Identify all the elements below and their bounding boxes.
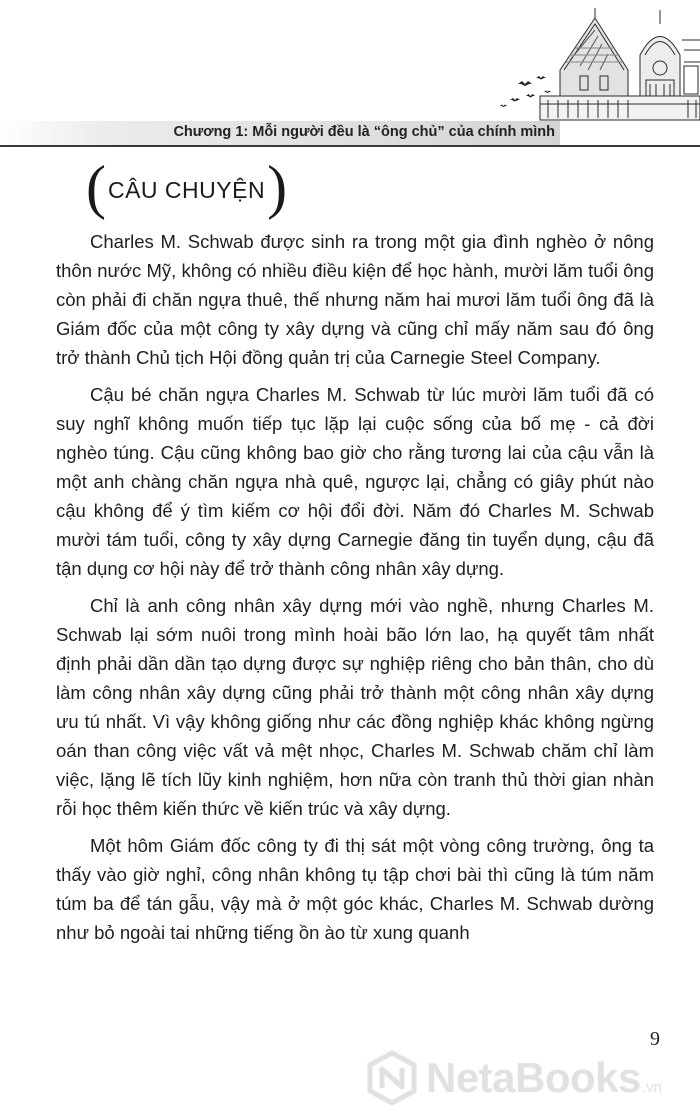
watermark-brand: NetaBooks: [426, 1054, 641, 1101]
body-text: [56, 227, 654, 955]
paragraph: Cậu bé chăn ngựa Charles M. Schwab từ lúc mười lăm tuổi đã có suy nghĩ không muốn tiếp tục lặp lại cuộc sống của bố mẹ - cả đời nghèo túng. Cậu cũng không bao giờ cho rằng tương lai của cậu vẫn là một anh chàng chăn ngựa nhà quê, ngược lại, chẳng có giây phút nào cậu không để ý tìm kiếm cơ hội đổi đời. Năm đó Charles M. Schwab mười tám tuổi, công ty xây dựng Carnegie đăng tin tuyển dụng, cậu đã tận dụng cơ hội này để trở thành công nhân xây dựng.: [56, 384, 654, 579]
paragraph: Chỉ là anh công nhân xây dựng mới vào nghề, nhưng Charles M. Schwab lại sớm nuôi trong mình hoài bão lớn lao, hạ quyết tâm nhất định phải dần dần tạo dựng được sự nghiệp riêng cho bản thân, cho dù làm công nhân xây dựng cũng phải trở thành một công nhân xây dựng ưu tú nhất. Vì vậy không giống như các đồng nghiệp khác không ngừng oán than công việc vất vả mệt nhọc, Charles M. Schwab chăm chỉ làm việc, lặng lẽ tích lũy kinh nghiệm, hơn nữa còn tranh thủ thời gian nhàn rỗi học thêm kiến thức về kiến trúc và xây dựng.: [56, 595, 654, 819]
paragraph: Một hôm Giám đốc công ty đi thị sát một vòng công trường, ông ta thấy vào giờ nghỉ, công nhân không tụ tập chơi bài thì cũng là túm năm túm ba để tán gẫu, vậy mà ở một góc khác, Charles M. Schwab dường như bỏ ngoài tai những tiếng ồn ào từ xung quanh: [56, 835, 654, 943]
paragraph: Charles M. Schwab được sinh ra trong một gia đình nghèo ở nông thôn nước Mỹ, không có nhiều điều kiện để học hành, mười lăm tuổi ông còn phải đi chăn ngựa thuê, thế nhưng năm hai mươi lăm tuổi ông đã là Giám đốc của một công ty xây dựng và cũng chỉ mấy năm sau đó ông trở thành Chủ tịch Hội đồng quản trị của Carnegie Steel Company.: [56, 231, 654, 368]
castle-building-illustration-icon: [500, 0, 700, 140]
section-label: CÂU CHUYỆN: [107, 176, 266, 203]
watermark: [364, 1048, 694, 1108]
netabooks-logo-icon: [364, 1050, 420, 1106]
section-open-paren: (: [86, 154, 106, 220]
header-divider: [0, 145, 700, 147]
chapter-title: Chương 1: Mỗi người đều là “ông chủ” của chính mình: [173, 124, 555, 140]
page-number: 9: [650, 1028, 660, 1050]
watermark-suffix: .vn: [641, 1079, 662, 1096]
section-close-paren: ): [267, 154, 288, 220]
section-heading: [86, 154, 288, 220]
